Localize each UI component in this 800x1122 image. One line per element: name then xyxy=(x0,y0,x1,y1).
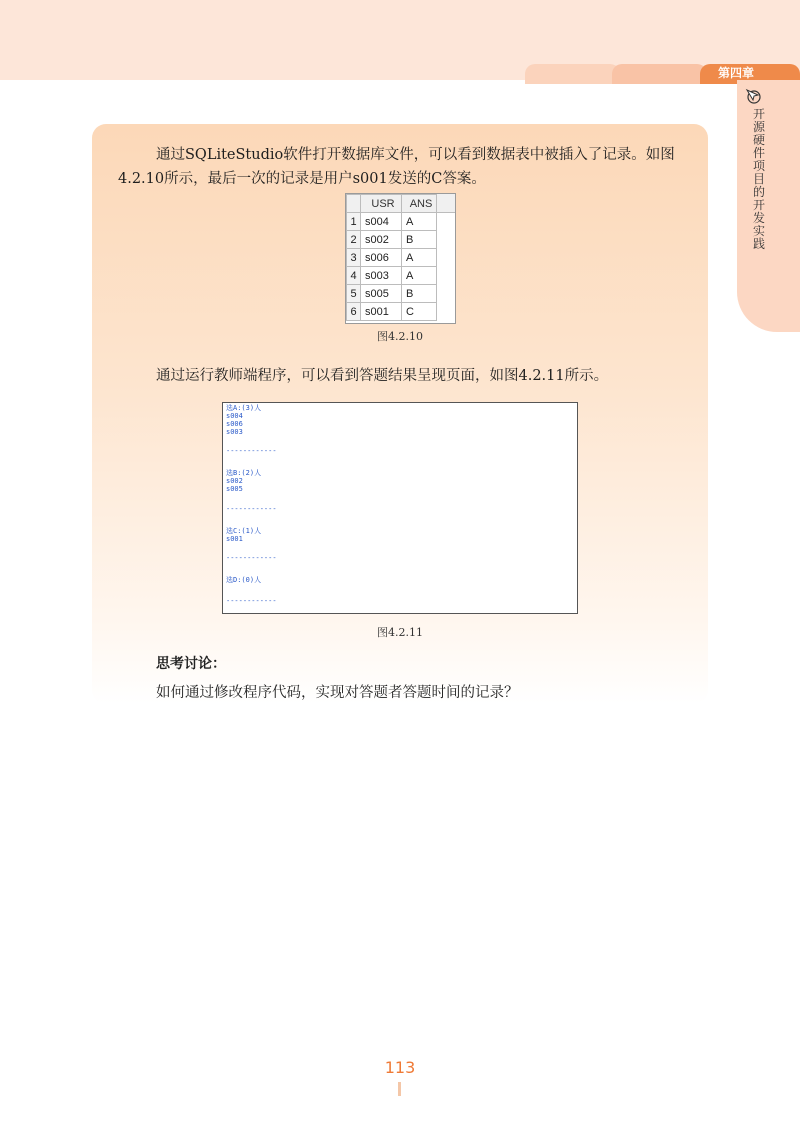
ans-cell: B xyxy=(402,231,437,249)
page-number-tick xyxy=(398,1082,401,1096)
ans-cell: A xyxy=(402,267,437,285)
ans-cell: C xyxy=(402,303,437,321)
usr-cell: s005 xyxy=(361,285,402,303)
table-row xyxy=(347,213,437,231)
console-line: 选B:(2)人 xyxy=(226,469,262,477)
index-header xyxy=(347,195,361,213)
usr-cell: s006 xyxy=(361,249,402,267)
side-band xyxy=(737,80,800,332)
cursor-icon xyxy=(745,88,761,104)
usr-cell: s001 xyxy=(361,303,402,321)
console-line: ------------ xyxy=(226,597,277,605)
row-index: 6 xyxy=(347,303,361,321)
console-line: 选A:(3)人 xyxy=(226,404,262,412)
page-number: 113 xyxy=(384,1058,416,1077)
column-header-ans: ANS xyxy=(402,195,437,213)
usr-cell: s004 xyxy=(361,213,402,231)
discussion-heading: 思考讨论： xyxy=(156,656,226,672)
row-index: 2 xyxy=(347,231,361,249)
ans-cell: A xyxy=(402,249,437,267)
table-row xyxy=(347,249,437,267)
paragraph-2: 通过运行教师端程序，可以看到答题结果呈现页面，如图4.2.11所示。 xyxy=(156,368,609,384)
side-title: 开源硬件项目的开发实践 xyxy=(753,107,766,251)
console-line: 选C:(1)人 xyxy=(226,527,262,535)
ans-cell: A xyxy=(402,213,437,231)
console-line: ------------ xyxy=(226,554,277,562)
ans-cell: B xyxy=(402,285,437,303)
console-line: s003 xyxy=(226,428,243,436)
column-header-usr: USR xyxy=(361,195,402,213)
records-table xyxy=(346,194,437,321)
table-row xyxy=(347,303,437,321)
table-row xyxy=(347,285,437,303)
usr-cell: s002 xyxy=(361,231,402,249)
console-line: s005 xyxy=(226,485,243,493)
console-line: ------------ xyxy=(226,505,277,513)
chapter-tab-decor-2 xyxy=(612,64,707,84)
figure-caption-4-2-11: 图4.2.11 xyxy=(377,626,423,639)
row-index: 5 xyxy=(347,285,361,303)
console-line: s002 xyxy=(226,477,243,485)
console-line: ------------ xyxy=(226,447,277,455)
figure-4-2-11-console xyxy=(222,402,578,614)
console-line: s001 xyxy=(226,535,243,543)
table-row xyxy=(347,267,437,285)
paragraph-1: 通过SQLiteStudio软件打开数据库文件，可以看到数据表中被插入了记录。如图4.2.10所示，最后一次的记录是用户s001发送的C答案。 xyxy=(118,147,675,187)
row-index: 4 xyxy=(347,267,361,285)
console-line: 选D:(0)人 xyxy=(226,576,262,584)
usr-cell: s003 xyxy=(361,267,402,285)
row-index: 1 xyxy=(347,213,361,231)
table-header-row xyxy=(347,195,437,213)
console-line: s004 xyxy=(226,412,243,420)
figure-4-2-10-table xyxy=(345,193,456,324)
discussion-question: 如何通过修改程序代码，实现对答题者答题时间的记录？ xyxy=(156,685,519,701)
chapter-tab: 第四章 xyxy=(700,64,800,84)
figure-caption-4-2-10: 图4.2.10 xyxy=(377,330,423,343)
row-index: 3 xyxy=(347,249,361,267)
table-row xyxy=(347,231,437,249)
chapter-tab-decor-1 xyxy=(525,64,620,84)
console-line: s006 xyxy=(226,420,243,428)
